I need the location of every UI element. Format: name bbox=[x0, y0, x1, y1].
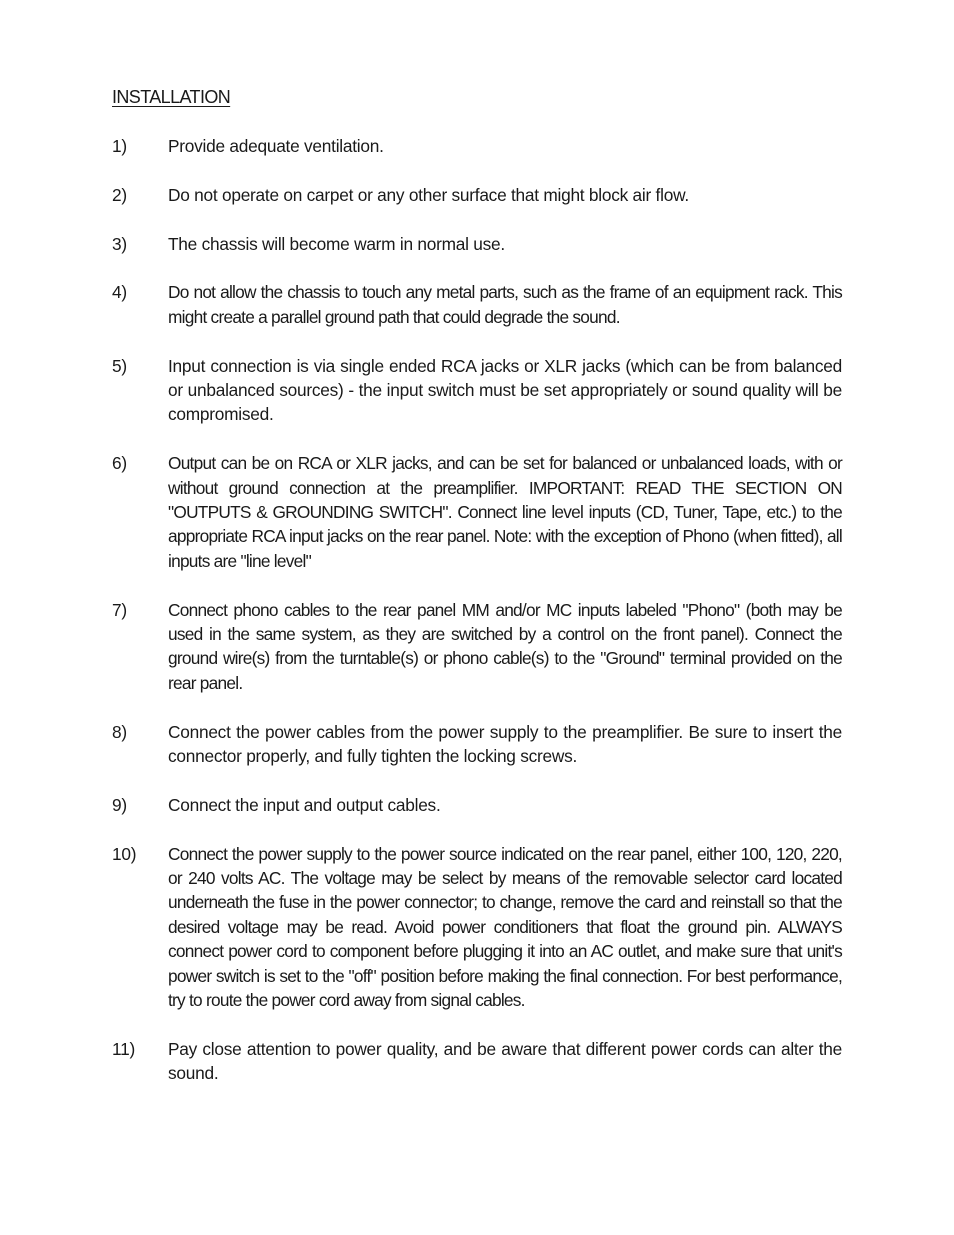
item-text: Connect the input and output cables. bbox=[168, 794, 441, 815]
list-item bbox=[112, 598, 842, 696]
item-number: 10) bbox=[112, 843, 137, 864]
list-item bbox=[112, 354, 842, 427]
list-item bbox=[112, 793, 842, 817]
item-text: Do not allow the chassis to touch any metal parts, such as the frame of an equipment rack. This might create a parallel ground path that could degrade the sound. bbox=[168, 282, 842, 327]
list-item bbox=[112, 232, 842, 256]
item-text: Connect the power cables from the power supply to the preamplifier. Be sure to insert the connector properly, and fully tighten the locking screws. bbox=[168, 721, 842, 767]
item-number: 3) bbox=[112, 233, 127, 254]
section-heading: INSTALLATION bbox=[112, 87, 231, 107]
list-item bbox=[112, 842, 842, 1013]
item-number: 5) bbox=[112, 355, 127, 376]
list-item bbox=[112, 280, 842, 329]
list-item bbox=[112, 1037, 842, 1086]
item-number: 9) bbox=[112, 794, 127, 815]
item-number: 6) bbox=[112, 453, 127, 474]
item-text: Do not operate on carpet or any other surface that might block air flow. bbox=[168, 184, 689, 205]
item-number: 8) bbox=[112, 721, 127, 742]
item-text: Input connection is via single ended RCA jacks or XLR jacks (which can be from balanced or unbalanced sources) - the input switch must be set appropriately or sound quality will be compromised. bbox=[168, 355, 842, 425]
item-text: Connect phono cables to the rear panel MM and/or MC inputs labeled "Phono" (both may be used in the same system, as they are switched by a control on the front panel). Connect the ground wire(s) from the turntable(s) or phono cable(s) to the "Ground" terminal provided on the rear panel. bbox=[168, 599, 842, 693]
list-item bbox=[112, 720, 842, 769]
item-number: 1) bbox=[112, 136, 127, 156]
item-text: Pay close attention to power quality, and be aware that different power cords can alter the sound. bbox=[168, 1038, 842, 1084]
item-number: 4) bbox=[112, 282, 127, 303]
item-text: Connect the power supply to the power source indicated on the rear panel, either 100, 120, 220, or 240 volts AC. The voltage may be select by means of the removable selector card located underneath the fuse in the power connector; to change, remove the card and reinstall so that the desired voltage may be read. Avoid power conditioners that float the ground pin. ALWAYS connect power cord to component before plugging it into an AC outlet, and make sure that unit's power switch is set to the "off" position before making the final connection. For best performance, try to route the power cord away from signal cables. bbox=[168, 843, 842, 1011]
list-item bbox=[112, 451, 842, 573]
item-number: 2) bbox=[112, 184, 127, 205]
item-number: 7) bbox=[112, 599, 127, 620]
list-item bbox=[112, 134, 842, 158]
item-text: Provide adequate ventilation. bbox=[168, 136, 384, 156]
list-item bbox=[112, 183, 842, 207]
item-number: 11) bbox=[112, 1038, 135, 1059]
item-text: The chassis will become warm in normal use. bbox=[168, 233, 505, 254]
item-text: Output can be on RCA or XLR jacks, and can be set for balanced or unbalanced loads, with or without ground connection at the preamplifier. IMPORTANT: READ THE SECTION ON "OUTPUTS & GROUNDING SWITCH". Connect line level inputs (CD, Tuner, Tape, etc.) to the appropriate RCA input jacks on the rear panel. Note: with the exception of Phono (when fitted), all inputs are "line level" bbox=[168, 453, 842, 571]
installation-steps-list bbox=[112, 134, 842, 1086]
